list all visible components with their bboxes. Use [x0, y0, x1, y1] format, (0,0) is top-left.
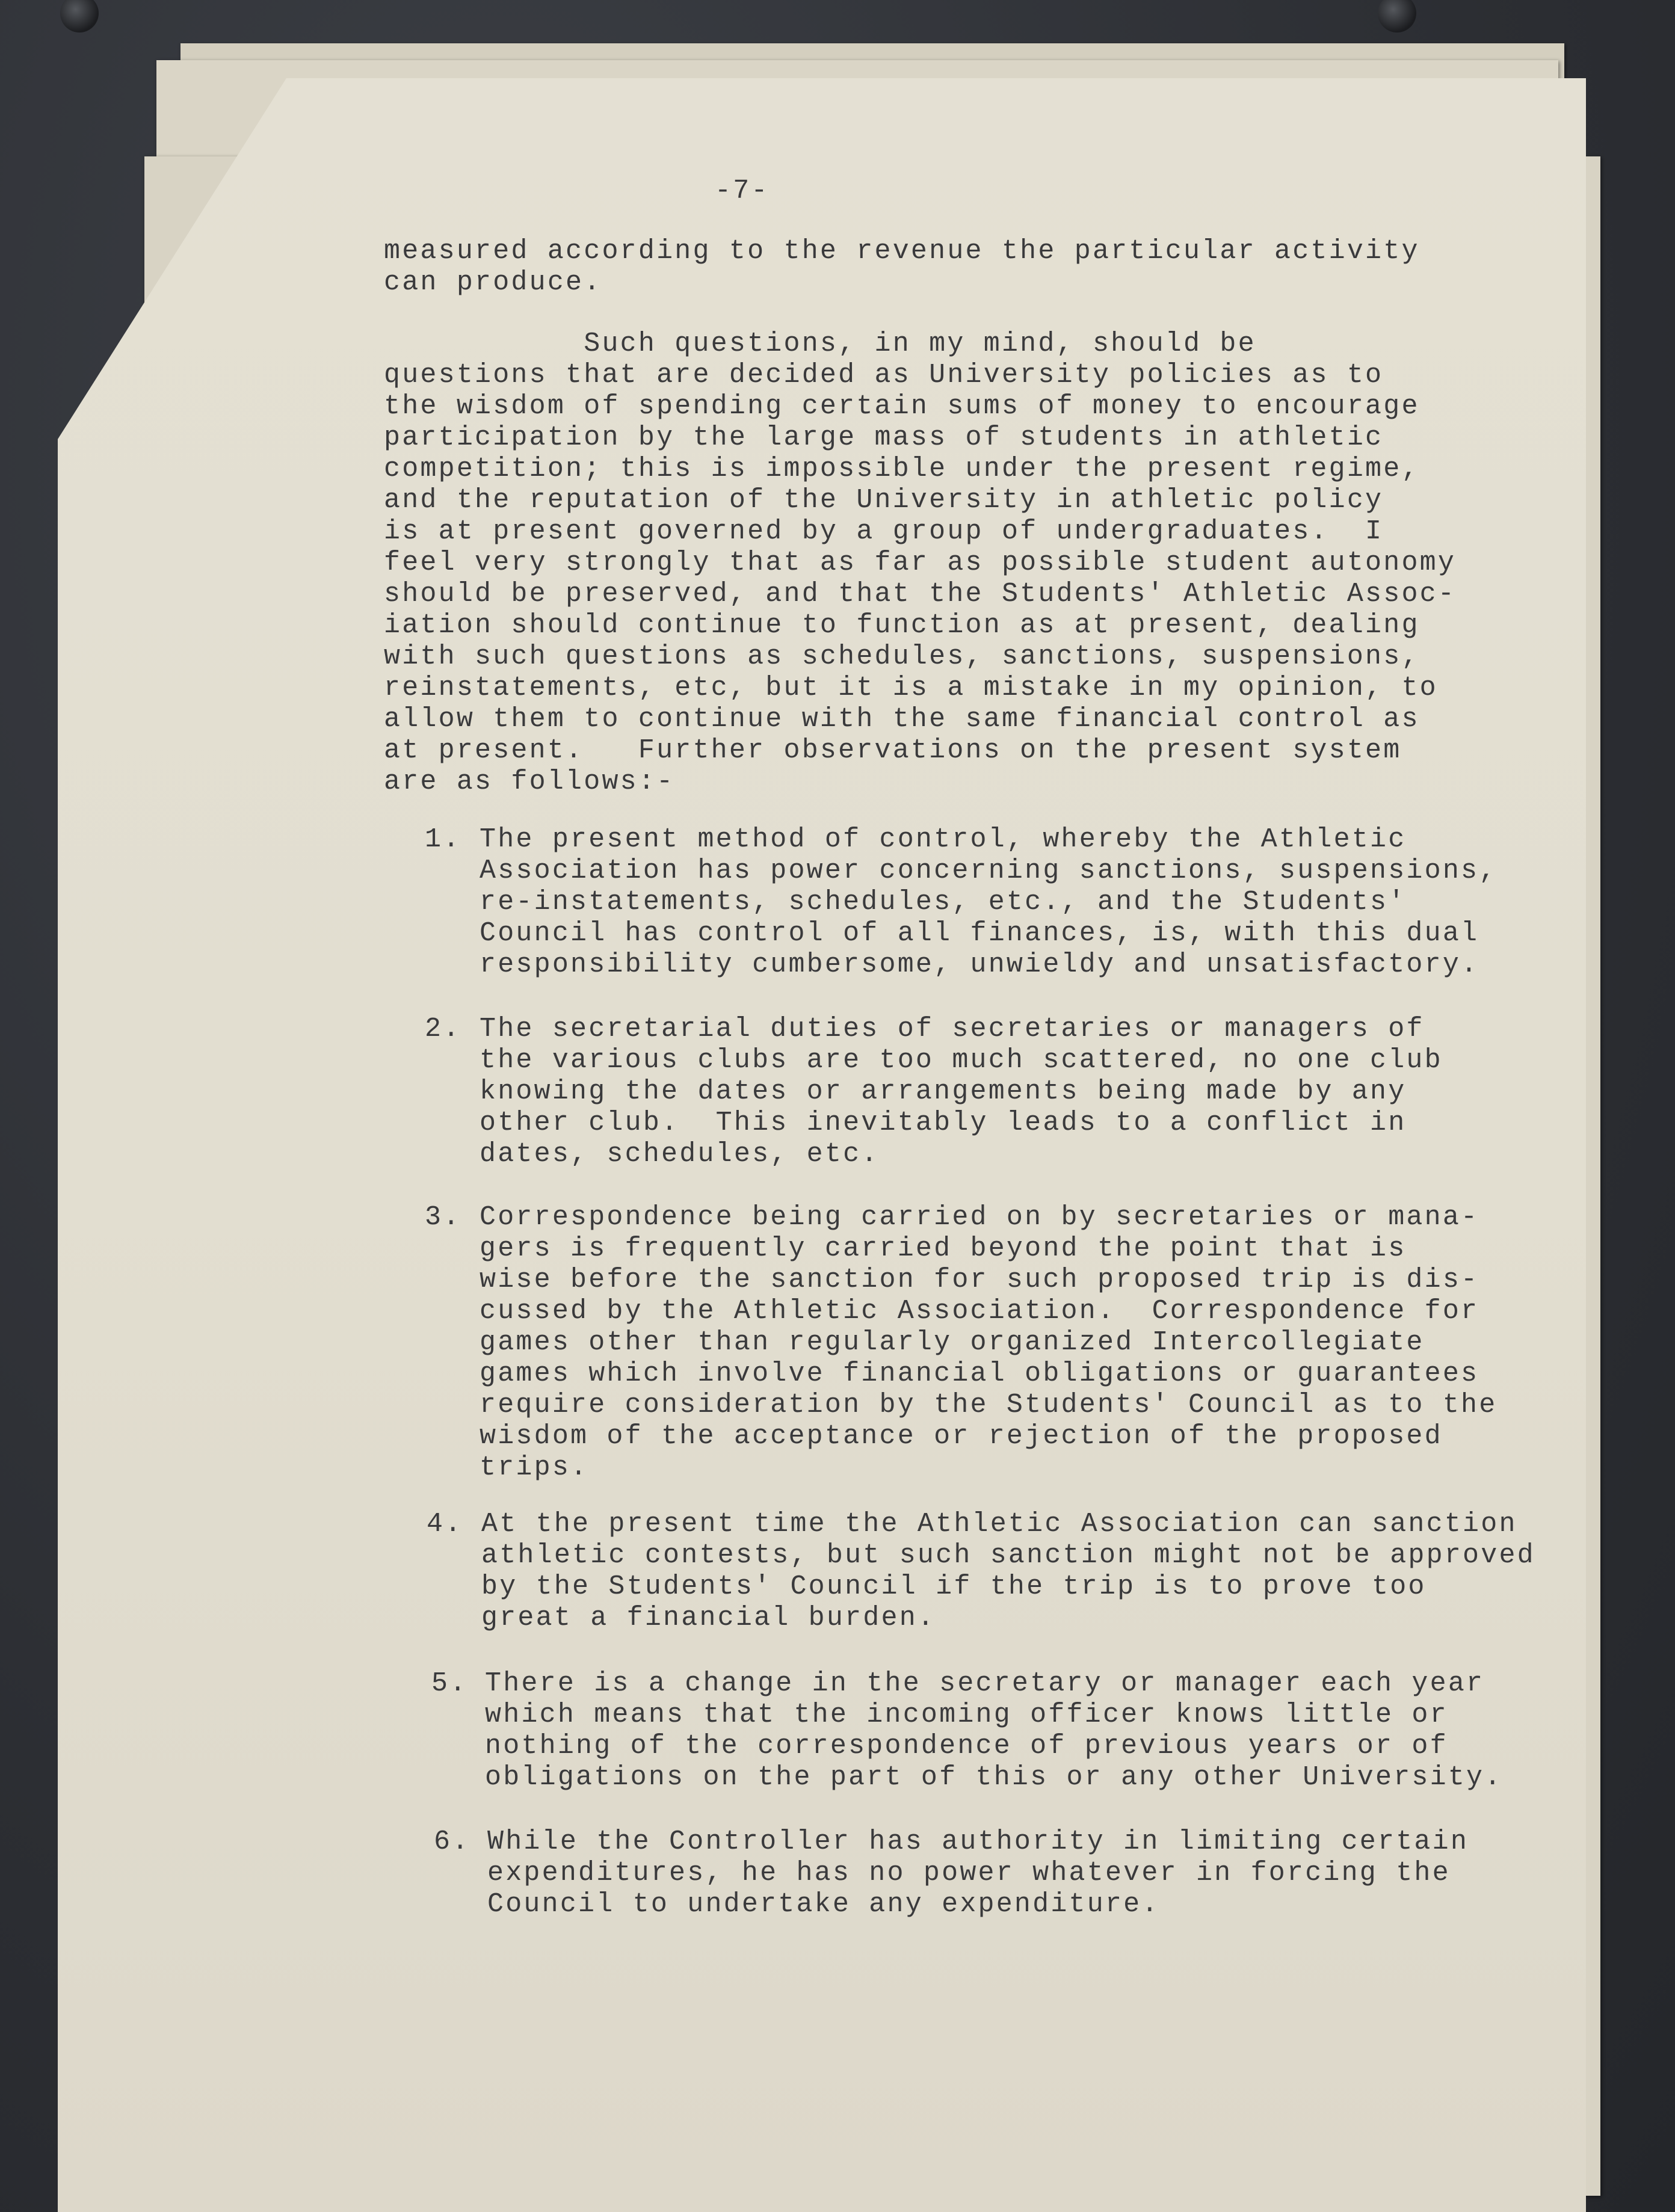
- text-line: Council to undertake any expenditure.: [487, 1889, 1160, 1920]
- text-line: trips.: [480, 1452, 589, 1483]
- text-line: Correspondence being carried on by secretaries or mana-: [480, 1202, 1479, 1233]
- text-line: is at present governed by a group of undergraduates. I: [384, 516, 1384, 547]
- text-line: iation should continue to function as at present, dealing: [384, 610, 1420, 641]
- text-line: knowing the dates or arrangements being made by any: [480, 1076, 1407, 1107]
- text-line: great a financial burden.: [481, 1603, 936, 1633]
- text-line: At the present time the Athletic Association can sanction: [481, 1509, 1517, 1539]
- text-line: The present method of control, whereby the Athletic: [480, 824, 1407, 855]
- text-line: wise before the sanction for such proposed trip is dis-: [480, 1265, 1479, 1295]
- text-line: wisdom of the acceptance or rejection of the proposed: [480, 1421, 1443, 1452]
- text-line: nothing of the correspondence of previous years or of: [485, 1731, 1448, 1761]
- text-line: can produce.: [384, 267, 602, 298]
- text-line: The secretarial duties of secretaries or managers of: [480, 1014, 1425, 1044]
- text-line: Such questions, in my mind, should be: [384, 328, 1256, 359]
- text-line: questions that are decided as University policies as to: [384, 360, 1384, 390]
- text-line: games other than regularly organized Intercollegiate: [480, 1327, 1425, 1358]
- list-item-number: 6.: [434, 1826, 470, 1857]
- list-item-number: 4.: [427, 1509, 463, 1539]
- text-line: participation by the large mass of students in athletic: [384, 422, 1384, 453]
- text-line: Association has power concerning sanctions, suspensions,: [480, 855, 1498, 886]
- text-line: gers is frequently carried beyond the point that is: [480, 1233, 1407, 1264]
- text-line: reinstatements, etc, but it is a mistake in my opinion, to: [384, 673, 1438, 703]
- text-line: athletic contests, but such sanction might not be approved: [481, 1540, 1535, 1571]
- list-item-number: 5.: [431, 1668, 468, 1699]
- text-line: with such questions as schedules, sanctions, suspensions,: [384, 641, 1420, 672]
- text-line: obligations on the part of this or any other University.: [485, 1762, 1503, 1793]
- text-line: should be preserved, and that the Students' Athletic Assoc-: [384, 579, 1457, 609]
- list-item-number: 2.: [425, 1014, 461, 1044]
- text-line: which means that the incoming officer knows little or: [485, 1699, 1448, 1730]
- text-line: competition; this is impossible under the present regime,: [384, 454, 1420, 484]
- text-line: There is a change in the secretary or manager each year: [485, 1668, 1485, 1699]
- text-line: dates, schedules, etc.: [480, 1139, 880, 1169]
- text-line: Council has control of all finances, is, with this dual: [480, 918, 1479, 949]
- text-line: and the reputation of the University in athletic policy: [384, 485, 1384, 516]
- page-number: -7-: [715, 176, 770, 206]
- text-line: by the Students' Council if the trip is to prove too: [481, 1571, 1427, 1602]
- list-item-number: 1.: [425, 824, 461, 855]
- text-line: measured according to the revenue the particular activity: [384, 236, 1420, 266]
- text-line: require consideration by the Students' Council as to the: [480, 1390, 1498, 1420]
- text-line: While the Controller has authority in limiting certain: [487, 1826, 1469, 1857]
- text-line: are as follows:-: [384, 766, 675, 797]
- text-line: re-instatements, schedules, etc., and the Students': [480, 887, 1407, 917]
- list-item-number: 3.: [425, 1202, 461, 1233]
- text-line: the wisdom of spending certain sums of money to encourage: [384, 391, 1420, 422]
- text-line: expenditures, he has no power whatever in forcing the: [487, 1858, 1451, 1888]
- text-line: responsibility cumbersome, unwieldy and unsatisfactory.: [480, 949, 1479, 980]
- text-line: allow them to continue with the same financial control as: [384, 704, 1420, 735]
- text-line: the various clubs are too much scattered, no one club: [480, 1045, 1443, 1076]
- text-line: games which involve financial obligations or guarantees: [480, 1358, 1479, 1389]
- text-line: other club. This inevitably leads to a conflict in: [480, 1108, 1407, 1138]
- text-line: at present. Further observations on the present system: [384, 735, 1402, 766]
- text-line: cussed by the Athletic Association. Correspondence for: [480, 1296, 1479, 1326]
- text-line: feel very strongly that as far as possible student autonomy: [384, 547, 1457, 578]
